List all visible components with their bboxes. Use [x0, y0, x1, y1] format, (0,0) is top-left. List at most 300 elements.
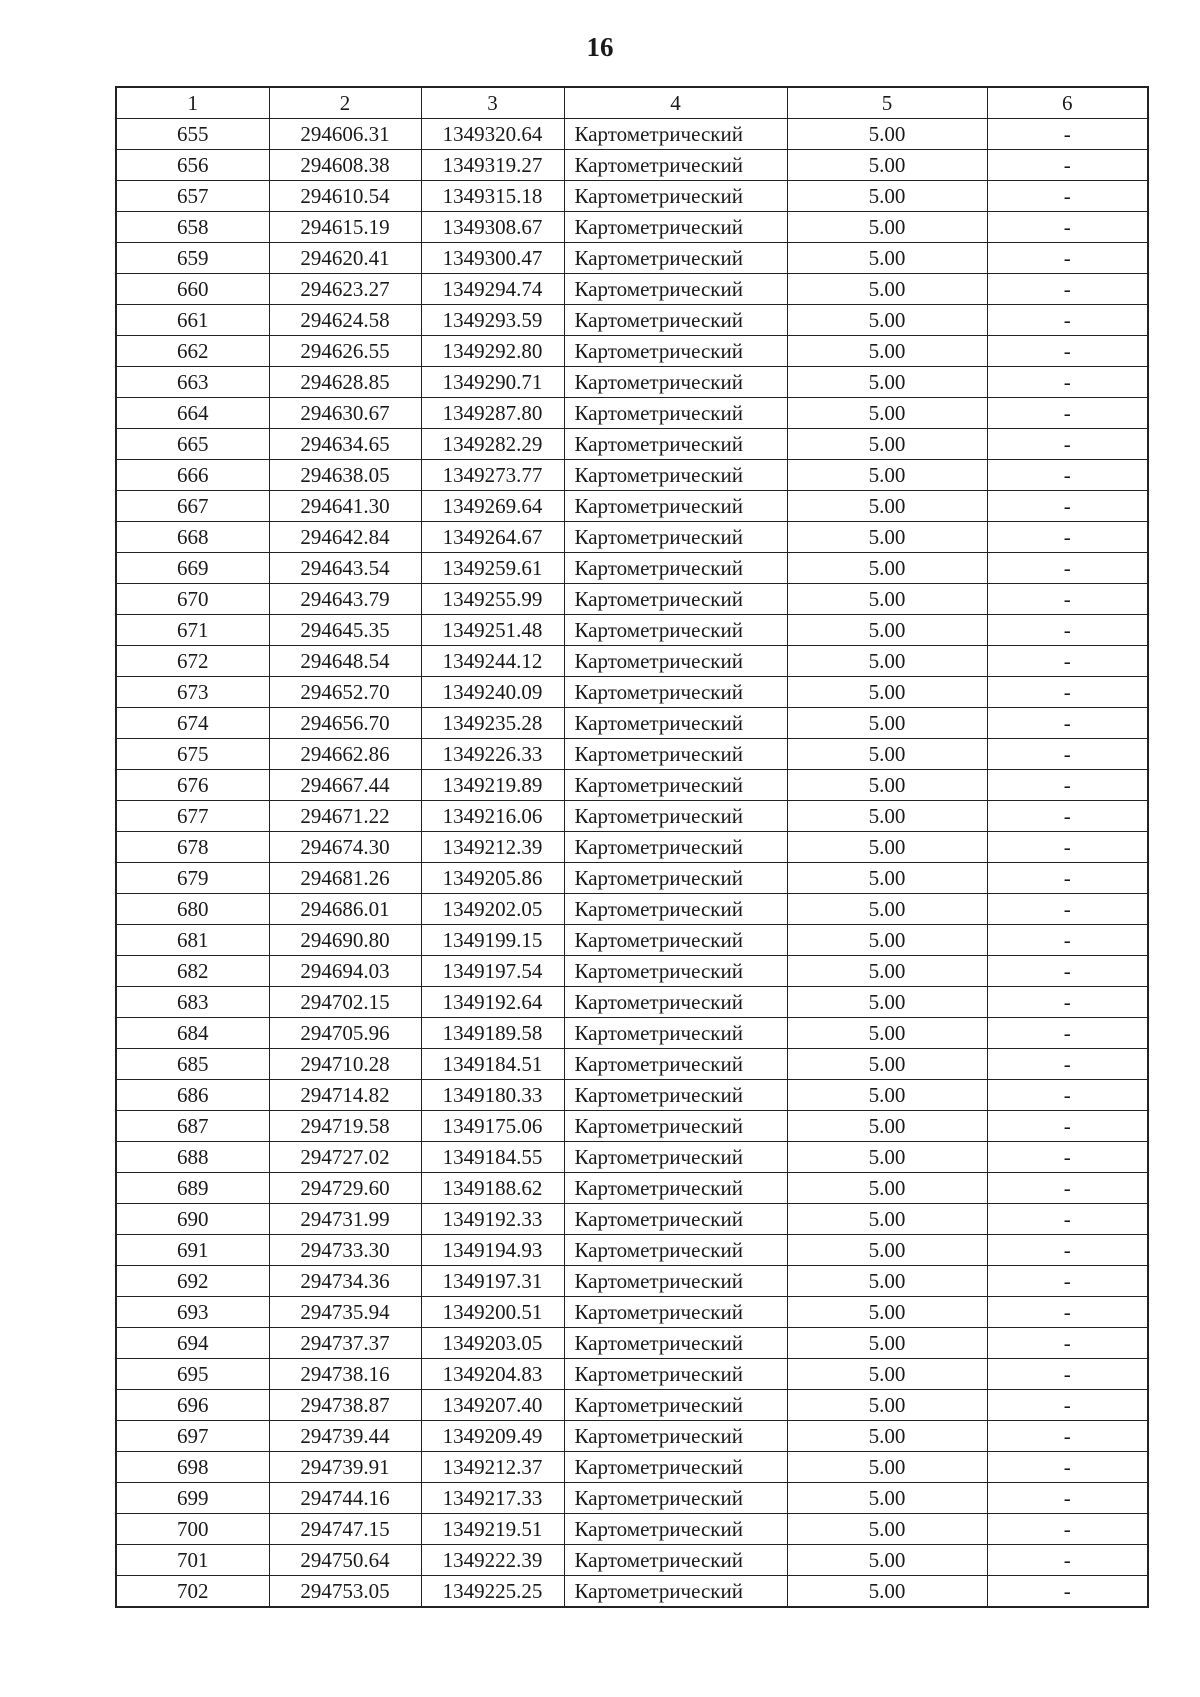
x-coordinate-cell: 294626.55	[269, 336, 421, 367]
x-coordinate-cell: 294739.91	[269, 1452, 421, 1483]
accuracy-cell: 5.00	[787, 150, 987, 181]
y-coordinate-cell: 1349287.80	[421, 398, 564, 429]
note-cell: -	[987, 1235, 1148, 1266]
accuracy-cell: 5.00	[787, 646, 987, 677]
note-cell: -	[987, 1142, 1148, 1173]
point-number-cell: 666	[116, 460, 269, 491]
table-row	[116, 243, 1148, 274]
note-cell: -	[987, 305, 1148, 336]
y-coordinate-cell: 1349203.05	[421, 1328, 564, 1359]
point-number-cell: 683	[116, 987, 269, 1018]
note-cell: -	[987, 801, 1148, 832]
method-cell: Картометрический	[564, 646, 787, 677]
point-number-cell: 684	[116, 1018, 269, 1049]
y-coordinate-cell: 1349202.05	[421, 894, 564, 925]
x-coordinate-cell: 294731.99	[269, 1204, 421, 1235]
method-cell: Картометрический	[564, 1514, 787, 1545]
x-coordinate-cell: 294624.58	[269, 305, 421, 336]
table-row	[116, 1359, 1148, 1390]
accuracy-cell: 5.00	[787, 1235, 987, 1266]
x-coordinate-cell: 294690.80	[269, 925, 421, 956]
column-header-5: 5	[787, 87, 987, 119]
accuracy-cell: 5.00	[787, 1080, 987, 1111]
note-cell: -	[987, 863, 1148, 894]
table-row	[116, 1018, 1148, 1049]
point-number-cell: 694	[116, 1328, 269, 1359]
table-row	[116, 212, 1148, 243]
method-cell: Картометрический	[564, 522, 787, 553]
x-coordinate-cell: 294638.05	[269, 460, 421, 491]
y-coordinate-cell: 1349219.51	[421, 1514, 564, 1545]
y-coordinate-cell: 1349192.64	[421, 987, 564, 1018]
y-coordinate-cell: 1349244.12	[421, 646, 564, 677]
table-row	[116, 646, 1148, 677]
point-number-cell: 685	[116, 1049, 269, 1080]
accuracy-cell: 5.00	[787, 398, 987, 429]
note-cell: -	[987, 274, 1148, 305]
point-number-cell: 689	[116, 1173, 269, 1204]
note-cell: -	[987, 1390, 1148, 1421]
method-cell: Картометрический	[564, 212, 787, 243]
point-number-cell: 660	[116, 274, 269, 305]
method-cell: Картометрический	[564, 708, 787, 739]
y-coordinate-cell: 1349235.28	[421, 708, 564, 739]
note-cell: -	[987, 1359, 1148, 1390]
table-row	[116, 1421, 1148, 1452]
x-coordinate-cell: 294656.70	[269, 708, 421, 739]
y-coordinate-cell: 1349175.06	[421, 1111, 564, 1142]
accuracy-cell: 5.00	[787, 956, 987, 987]
method-cell: Картометрический	[564, 1080, 787, 1111]
accuracy-cell: 5.00	[787, 615, 987, 646]
accuracy-cell: 5.00	[787, 1576, 987, 1608]
note-cell: -	[987, 739, 1148, 770]
y-coordinate-cell: 1349273.77	[421, 460, 564, 491]
accuracy-cell: 5.00	[787, 1173, 987, 1204]
note-cell: -	[987, 925, 1148, 956]
page-number: 16	[586, 32, 614, 62]
method-cell: Картометрический	[564, 1297, 787, 1328]
point-number-cell: 695	[116, 1359, 269, 1390]
point-number-cell: 702	[116, 1576, 269, 1608]
accuracy-cell: 5.00	[787, 181, 987, 212]
note-cell: -	[987, 1049, 1148, 1080]
accuracy-cell: 5.00	[787, 336, 987, 367]
method-cell: Картометрический	[564, 1452, 787, 1483]
x-coordinate-cell: 294738.16	[269, 1359, 421, 1390]
note-cell: -	[987, 1514, 1148, 1545]
note-cell: -	[987, 150, 1148, 181]
table-row	[116, 832, 1148, 863]
point-number-cell: 668	[116, 522, 269, 553]
method-cell: Картометрический	[564, 677, 787, 708]
point-number-cell: 679	[116, 863, 269, 894]
point-number-cell: 682	[116, 956, 269, 987]
x-coordinate-cell: 294719.58	[269, 1111, 421, 1142]
table-row	[116, 894, 1148, 925]
accuracy-cell: 5.00	[787, 1328, 987, 1359]
method-cell: Картометрический	[564, 1576, 787, 1608]
x-coordinate-cell: 294606.31	[269, 119, 421, 150]
y-coordinate-cell: 1349184.55	[421, 1142, 564, 1173]
point-number-cell: 676	[116, 770, 269, 801]
x-coordinate-cell: 294645.35	[269, 615, 421, 646]
y-coordinate-cell: 1349200.51	[421, 1297, 564, 1328]
note-cell: -	[987, 1080, 1148, 1111]
point-number-cell: 696	[116, 1390, 269, 1421]
y-coordinate-cell: 1349217.33	[421, 1483, 564, 1514]
point-number-cell: 664	[116, 398, 269, 429]
point-number-cell: 658	[116, 212, 269, 243]
point-number-cell: 681	[116, 925, 269, 956]
accuracy-cell: 5.00	[787, 708, 987, 739]
method-cell: Картометрический	[564, 1328, 787, 1359]
accuracy-cell: 5.00	[787, 584, 987, 615]
table-row	[116, 615, 1148, 646]
accuracy-cell: 5.00	[787, 1204, 987, 1235]
y-coordinate-cell: 1349184.51	[421, 1049, 564, 1080]
note-cell: -	[987, 212, 1148, 243]
method-cell: Картометрический	[564, 987, 787, 1018]
table-row	[116, 863, 1148, 894]
accuracy-cell: 5.00	[787, 677, 987, 708]
y-coordinate-cell: 1349264.67	[421, 522, 564, 553]
y-coordinate-cell: 1349197.31	[421, 1266, 564, 1297]
x-coordinate-cell: 294648.54	[269, 646, 421, 677]
method-cell: Картометрический	[564, 770, 787, 801]
y-coordinate-cell: 1349292.80	[421, 336, 564, 367]
point-number-cell: 674	[116, 708, 269, 739]
x-coordinate-cell: 294753.05	[269, 1576, 421, 1608]
accuracy-cell: 5.00	[787, 832, 987, 863]
table-row	[116, 553, 1148, 584]
y-coordinate-cell: 1349226.33	[421, 739, 564, 770]
y-coordinate-cell: 1349294.74	[421, 274, 564, 305]
y-coordinate-cell: 1349269.64	[421, 491, 564, 522]
note-cell: -	[987, 894, 1148, 925]
note-cell: -	[987, 1483, 1148, 1514]
point-number-cell: 692	[116, 1266, 269, 1297]
x-coordinate-cell: 294641.30	[269, 491, 421, 522]
x-coordinate-cell: 294733.30	[269, 1235, 421, 1266]
x-coordinate-cell: 294674.30	[269, 832, 421, 863]
table-row	[116, 1390, 1148, 1421]
table-row	[116, 429, 1148, 460]
x-coordinate-cell: 294744.16	[269, 1483, 421, 1514]
table-row	[116, 460, 1148, 491]
table-row	[116, 1111, 1148, 1142]
accuracy-cell: 5.00	[787, 274, 987, 305]
accuracy-cell: 5.00	[787, 460, 987, 491]
x-coordinate-cell: 294710.28	[269, 1049, 421, 1080]
x-coordinate-cell: 294747.15	[269, 1514, 421, 1545]
accuracy-cell: 5.00	[787, 1359, 987, 1390]
point-number-cell: 663	[116, 367, 269, 398]
accuracy-cell: 5.00	[787, 1545, 987, 1576]
point-number-cell: 678	[116, 832, 269, 863]
table-row	[116, 1266, 1148, 1297]
point-number-cell: 693	[116, 1297, 269, 1328]
note-cell: -	[987, 553, 1148, 584]
method-cell: Картометрический	[564, 1018, 787, 1049]
point-number-cell: 670	[116, 584, 269, 615]
method-cell: Картометрический	[564, 491, 787, 522]
table-row	[116, 770, 1148, 801]
table-row	[116, 1049, 1148, 1080]
x-coordinate-cell: 294628.85	[269, 367, 421, 398]
x-coordinate-cell: 294634.65	[269, 429, 421, 460]
accuracy-cell: 5.00	[787, 1111, 987, 1142]
accuracy-cell: 5.00	[787, 1514, 987, 1545]
table-row	[116, 274, 1148, 305]
y-coordinate-cell: 1349293.59	[421, 305, 564, 336]
method-cell: Картометрический	[564, 615, 787, 646]
method-cell: Картометрический	[564, 956, 787, 987]
method-cell: Картометрический	[564, 1111, 787, 1142]
y-coordinate-cell: 1349209.49	[421, 1421, 564, 1452]
note-cell: -	[987, 987, 1148, 1018]
table-row	[116, 491, 1148, 522]
x-coordinate-cell: 294729.60	[269, 1173, 421, 1204]
method-cell: Картометрический	[564, 863, 787, 894]
table-row	[116, 1483, 1148, 1514]
note-cell: -	[987, 615, 1148, 646]
note-cell: -	[987, 1297, 1148, 1328]
table-row	[116, 708, 1148, 739]
point-number-cell: 655	[116, 119, 269, 150]
y-coordinate-cell: 1349290.71	[421, 367, 564, 398]
point-number-cell: 680	[116, 894, 269, 925]
table-row	[116, 801, 1148, 832]
accuracy-cell: 5.00	[787, 1049, 987, 1080]
note-cell: -	[987, 1266, 1148, 1297]
note-cell: -	[987, 181, 1148, 212]
table-row	[116, 305, 1148, 336]
x-coordinate-cell: 294610.54	[269, 181, 421, 212]
table-row	[116, 1328, 1148, 1359]
method-cell: Картометрический	[564, 1483, 787, 1514]
note-cell: -	[987, 460, 1148, 491]
x-coordinate-cell: 294643.79	[269, 584, 421, 615]
method-cell: Картометрический	[564, 305, 787, 336]
method-cell: Картометрический	[564, 584, 787, 615]
note-cell: -	[987, 522, 1148, 553]
y-coordinate-cell: 1349207.40	[421, 1390, 564, 1421]
accuracy-cell: 5.00	[787, 1266, 987, 1297]
x-coordinate-cell: 294738.87	[269, 1390, 421, 1421]
accuracy-cell: 5.00	[787, 522, 987, 553]
point-number-cell: 698	[116, 1452, 269, 1483]
accuracy-cell: 5.00	[787, 305, 987, 336]
method-cell: Картометрический	[564, 243, 787, 274]
note-cell: -	[987, 956, 1148, 987]
x-coordinate-cell: 294714.82	[269, 1080, 421, 1111]
x-coordinate-cell: 294671.22	[269, 801, 421, 832]
point-number-cell: 669	[116, 553, 269, 584]
table-row	[116, 150, 1148, 181]
x-coordinate-cell: 294667.44	[269, 770, 421, 801]
table-row	[116, 1080, 1148, 1111]
y-coordinate-cell: 1349300.47	[421, 243, 564, 274]
method-cell: Картометрический	[564, 1204, 787, 1235]
accuracy-cell: 5.00	[787, 925, 987, 956]
note-cell: -	[987, 770, 1148, 801]
column-header-4: 4	[564, 87, 787, 119]
point-number-cell: 697	[116, 1421, 269, 1452]
column-header-1: 1	[116, 87, 269, 119]
accuracy-cell: 5.00	[787, 1018, 987, 1049]
table-row	[116, 1142, 1148, 1173]
x-coordinate-cell: 294735.94	[269, 1297, 421, 1328]
method-cell: Картометрический	[564, 274, 787, 305]
method-cell: Картометрический	[564, 1545, 787, 1576]
point-number-cell: 677	[116, 801, 269, 832]
accuracy-cell: 5.00	[787, 243, 987, 274]
note-cell: -	[987, 1545, 1148, 1576]
note-cell: -	[987, 429, 1148, 460]
y-coordinate-cell: 1349212.39	[421, 832, 564, 863]
x-coordinate-cell: 294662.86	[269, 739, 421, 770]
note-cell: -	[987, 1204, 1148, 1235]
y-coordinate-cell: 1349259.61	[421, 553, 564, 584]
x-coordinate-cell: 294734.36	[269, 1266, 421, 1297]
x-coordinate-cell: 294702.15	[269, 987, 421, 1018]
accuracy-cell: 5.00	[787, 1142, 987, 1173]
y-coordinate-cell: 1349180.33	[421, 1080, 564, 1111]
point-number-cell: 688	[116, 1142, 269, 1173]
x-coordinate-cell: 294615.19	[269, 212, 421, 243]
table-row	[116, 739, 1148, 770]
point-number-cell: 671	[116, 615, 269, 646]
note-cell: -	[987, 832, 1148, 863]
x-coordinate-cell: 294642.84	[269, 522, 421, 553]
note-cell: -	[987, 398, 1148, 429]
accuracy-cell: 5.00	[787, 770, 987, 801]
x-coordinate-cell: 294737.37	[269, 1328, 421, 1359]
note-cell: -	[987, 708, 1148, 739]
x-coordinate-cell: 294623.27	[269, 274, 421, 305]
table-row	[116, 925, 1148, 956]
point-number-cell: 673	[116, 677, 269, 708]
table-header	[116, 87, 1148, 119]
x-coordinate-cell: 294643.54	[269, 553, 421, 584]
accuracy-cell: 5.00	[787, 863, 987, 894]
table-row	[116, 1545, 1148, 1576]
y-coordinate-cell: 1349255.99	[421, 584, 564, 615]
column-header-6: 6	[987, 87, 1148, 119]
accuracy-cell: 5.00	[787, 1421, 987, 1452]
note-cell: -	[987, 491, 1148, 522]
accuracy-cell: 5.00	[787, 1452, 987, 1483]
note-cell: -	[987, 1018, 1148, 1049]
y-coordinate-cell: 1349282.29	[421, 429, 564, 460]
x-coordinate-cell: 294694.03	[269, 956, 421, 987]
accuracy-cell: 5.00	[787, 987, 987, 1018]
method-cell: Картометрический	[564, 1421, 787, 1452]
y-coordinate-cell: 1349222.39	[421, 1545, 564, 1576]
coordinates-table	[115, 86, 1149, 1608]
y-coordinate-cell: 1349240.09	[421, 677, 564, 708]
note-cell: -	[987, 119, 1148, 150]
method-cell: Картометрический	[564, 460, 787, 491]
x-coordinate-cell: 294750.64	[269, 1545, 421, 1576]
table-row	[116, 367, 1148, 398]
table-row	[116, 398, 1148, 429]
note-cell: -	[987, 584, 1148, 615]
note-cell: -	[987, 1452, 1148, 1483]
point-number-cell: 701	[116, 1545, 269, 1576]
method-cell: Картометрический	[564, 1359, 787, 1390]
y-coordinate-cell: 1349199.15	[421, 925, 564, 956]
x-coordinate-cell: 294686.01	[269, 894, 421, 925]
table-row	[116, 336, 1148, 367]
method-cell: Картометрический	[564, 1266, 787, 1297]
table-row	[116, 1204, 1148, 1235]
point-number-cell: 700	[116, 1514, 269, 1545]
table-row	[116, 987, 1148, 1018]
accuracy-cell: 5.00	[787, 739, 987, 770]
point-number-cell: 687	[116, 1111, 269, 1142]
accuracy-cell: 5.00	[787, 1297, 987, 1328]
accuracy-cell: 5.00	[787, 1390, 987, 1421]
y-coordinate-cell: 1349225.25	[421, 1576, 564, 1608]
point-number-cell: 675	[116, 739, 269, 770]
note-cell: -	[987, 367, 1148, 398]
point-number-cell: 659	[116, 243, 269, 274]
method-cell: Картометрический	[564, 1142, 787, 1173]
y-coordinate-cell: 1349319.27	[421, 150, 564, 181]
y-coordinate-cell: 1349188.62	[421, 1173, 564, 1204]
table-row	[116, 677, 1148, 708]
method-cell: Картометрический	[564, 1049, 787, 1080]
accuracy-cell: 5.00	[787, 1483, 987, 1514]
method-cell: Картометрический	[564, 894, 787, 925]
y-coordinate-cell: 1349197.54	[421, 956, 564, 987]
point-number-cell: 691	[116, 1235, 269, 1266]
table-row	[116, 1173, 1148, 1204]
table-row	[116, 956, 1148, 987]
x-coordinate-cell: 294652.70	[269, 677, 421, 708]
accuracy-cell: 5.00	[787, 367, 987, 398]
method-cell: Картометрический	[564, 429, 787, 460]
table-row	[116, 1576, 1148, 1608]
point-number-cell: 656	[116, 150, 269, 181]
column-header-2: 2	[269, 87, 421, 119]
accuracy-cell: 5.00	[787, 212, 987, 243]
accuracy-cell: 5.00	[787, 894, 987, 925]
y-coordinate-cell: 1349212.37	[421, 1452, 564, 1483]
table-row	[116, 1235, 1148, 1266]
table-row	[116, 119, 1148, 150]
method-cell: Картометрический	[564, 181, 787, 212]
point-number-cell: 667	[116, 491, 269, 522]
x-coordinate-cell: 294630.67	[269, 398, 421, 429]
method-cell: Картометрический	[564, 398, 787, 429]
method-cell: Картометрический	[564, 1235, 787, 1266]
y-coordinate-cell: 1349194.93	[421, 1235, 564, 1266]
table-row	[116, 584, 1148, 615]
y-coordinate-cell: 1349315.18	[421, 181, 564, 212]
table-row	[116, 1297, 1148, 1328]
y-coordinate-cell: 1349192.33	[421, 1204, 564, 1235]
y-coordinate-cell: 1349205.86	[421, 863, 564, 894]
note-cell: -	[987, 1576, 1148, 1608]
note-cell: -	[987, 1111, 1148, 1142]
x-coordinate-cell: 294681.26	[269, 863, 421, 894]
method-cell: Картометрический	[564, 739, 787, 770]
x-coordinate-cell: 294608.38	[269, 150, 421, 181]
note-cell: -	[987, 646, 1148, 677]
